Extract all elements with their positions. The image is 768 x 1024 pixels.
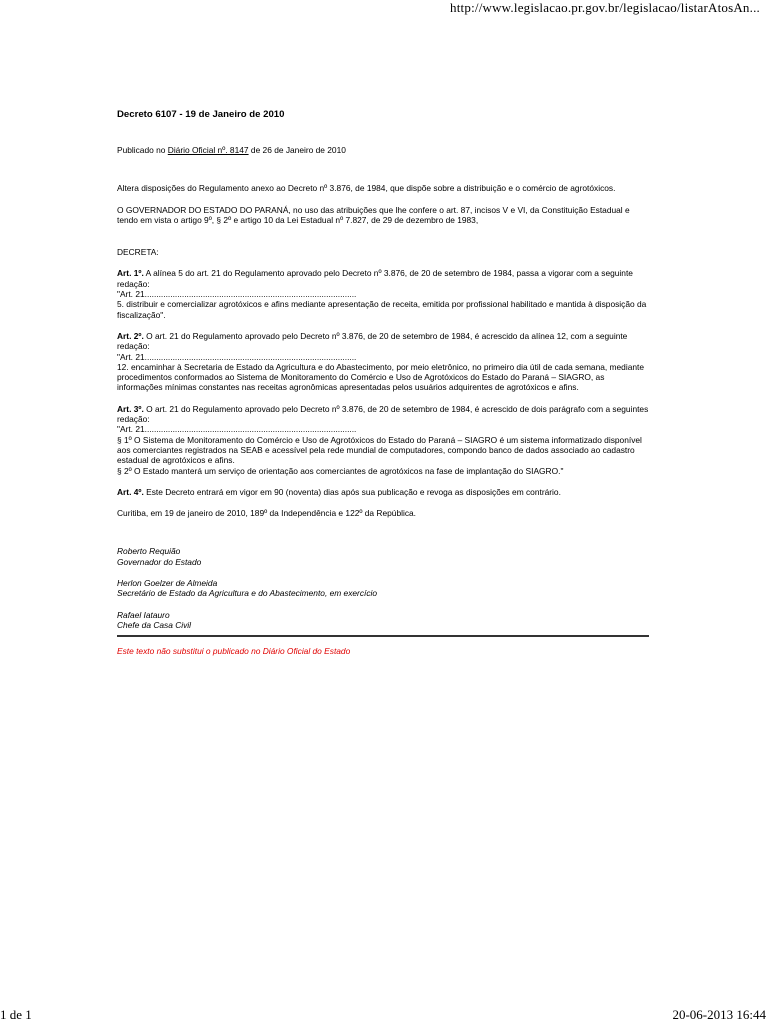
horizontal-rule (117, 635, 649, 637)
signature-name: Roberto Requião (117, 546, 181, 557)
signature-role: Secretário de Estado da Agricultura e do Abastecimento, em exercício (117, 588, 378, 599)
diario-oficial-link[interactable]: Diário Oficial nº. 8147 (167, 145, 249, 155)
article-3-paragraph-2: § 2º O Estado manterá um serviço de orientação aos comerciantes de agrotóxicos na fase de implantação do SIAGRO." (117, 465, 564, 476)
article-3-paragraph-1: § 1º O Sistema de Monitoramento do Comércio e Uso de Agrotóxicos do Estado do Paraná – SIAGRO é um sistema informatizado disponível aos comerciantes registrados na SEAB e acessível pela rede mundial de computadores, compondo banco de dados associado ao cadastro estadual de agrotóxicos e afins. (117, 434, 642, 466)
document-title: Decreto 6107 - 19 de Janeiro de 2010 (117, 109, 285, 120)
publication-suffix: de 26 de Janeiro de 2010 (248, 145, 346, 155)
signature-chief (117, 610, 649, 631)
article-4 (117, 487, 649, 497)
article-2 (117, 331, 649, 393)
article-2-body: 12. encaminhar à Secretaria de Estado da Agricultura e do Abastecimento, por meio eletrônico, no primeiro dia útil de cada semana, mediante procedimentos conformados ao Sistema de Monitoramento do Comércio e Uso de Agrotóxicos do Estado do Paraná – SIAGRO, as informações mínimas constantes nas receitas agronômicas apresentadas pelos usuários adquirentes de agrotóxicos e afins. (117, 361, 644, 393)
article-1 (117, 268, 649, 319)
article-4-text: Este Decreto entrará em vigor em 90 (noventa) dias após sua publicação e revoga as disposições em contrário. (143, 486, 561, 497)
article-1-body: 5. distribuir e comercializar agrotóxicos e afins mediante apresentação de receita, emitida por profissional habilitado e mantida à disposição da fiscalização". (117, 299, 647, 320)
article-2-label: Art. 2º. (117, 330, 144, 341)
signature-governor (117, 546, 649, 567)
article-1-label: Art. 1º. (117, 268, 144, 279)
closing-line: Curitiba, em 19 de janeiro de 2010, 189º da Independência e 122º da República. (117, 508, 416, 519)
article-4-label: Art. 4º. (117, 486, 144, 497)
article-3 (117, 404, 649, 476)
signature-name: Herlon Goelzer de Almeida (117, 578, 218, 589)
decree-summary: Altera disposições do Regulamento anexo ao Decreto nº 3.876, de 1984, que dispõe sobre a distribuição e o comércio de agrotóxicos. (117, 183, 616, 194)
signature-secretary (117, 578, 649, 599)
article-3-label: Art. 3º. (117, 403, 144, 414)
decree-preamble: O GOVERNADOR DO ESTADO DO PARANÁ, no uso das atribuições que lhe confere o art. 87, incisos V e VI, da Constituição Estadual e tendo em vista o artigo 9º, § 2º e artigo 10 da Lei Estadual nº 7.827, de 29 de dezembro de 1983, (117, 204, 630, 225)
article-3-quote: "Art. 21........................................................................................... (117, 424, 357, 435)
print-header-url: http://www.legislacao.pr.gov.br/legislacao/listarAtosAn... (450, 0, 760, 15)
disclaimer-notice: Este texto não substitui o publicado no Diário Oficial do Estado (117, 646, 351, 657)
article-3-text: O art. 21 do Regulamento aprovado pelo Decreto nº 3.876, de 20 de setembro de 1984, é acrescido de dois parágrafo com a seguintes redação: (117, 403, 649, 425)
signature-role: Chefe da Casa Civil (117, 619, 192, 630)
signature-name: Rafael Iatauro (117, 609, 170, 620)
print-footer-datetime: 20-06-2013 16:44 (672, 1007, 766, 1022)
article-2-quote: "Art. 21........................................................................................... (117, 351, 357, 362)
signature-role: Governador do Estado (117, 556, 202, 567)
article-1-text: A alínea 5 do art. 21 do Regulamento aprovado pelo Decreto nº 3.876, de 20 de setembro de 1984, passa a vigorar com a seguinte redação: (117, 268, 633, 289)
article-2-text: O art. 21 do Regulamento aprovado pelo Decreto nº 3.876, de 20 de setembro de 1984, é acrescido da alínea 12, com a seguinte redação: (117, 330, 628, 352)
print-footer-page: 1 de 1 (0, 1007, 32, 1022)
article-1-quote: "Art. 21........................................................................................... (117, 289, 357, 300)
publication-line (117, 145, 649, 155)
decree-document (117, 110, 649, 657)
publication-prefix: Publicado no (117, 145, 168, 155)
decreta-heading: DECRETA: (117, 247, 159, 258)
